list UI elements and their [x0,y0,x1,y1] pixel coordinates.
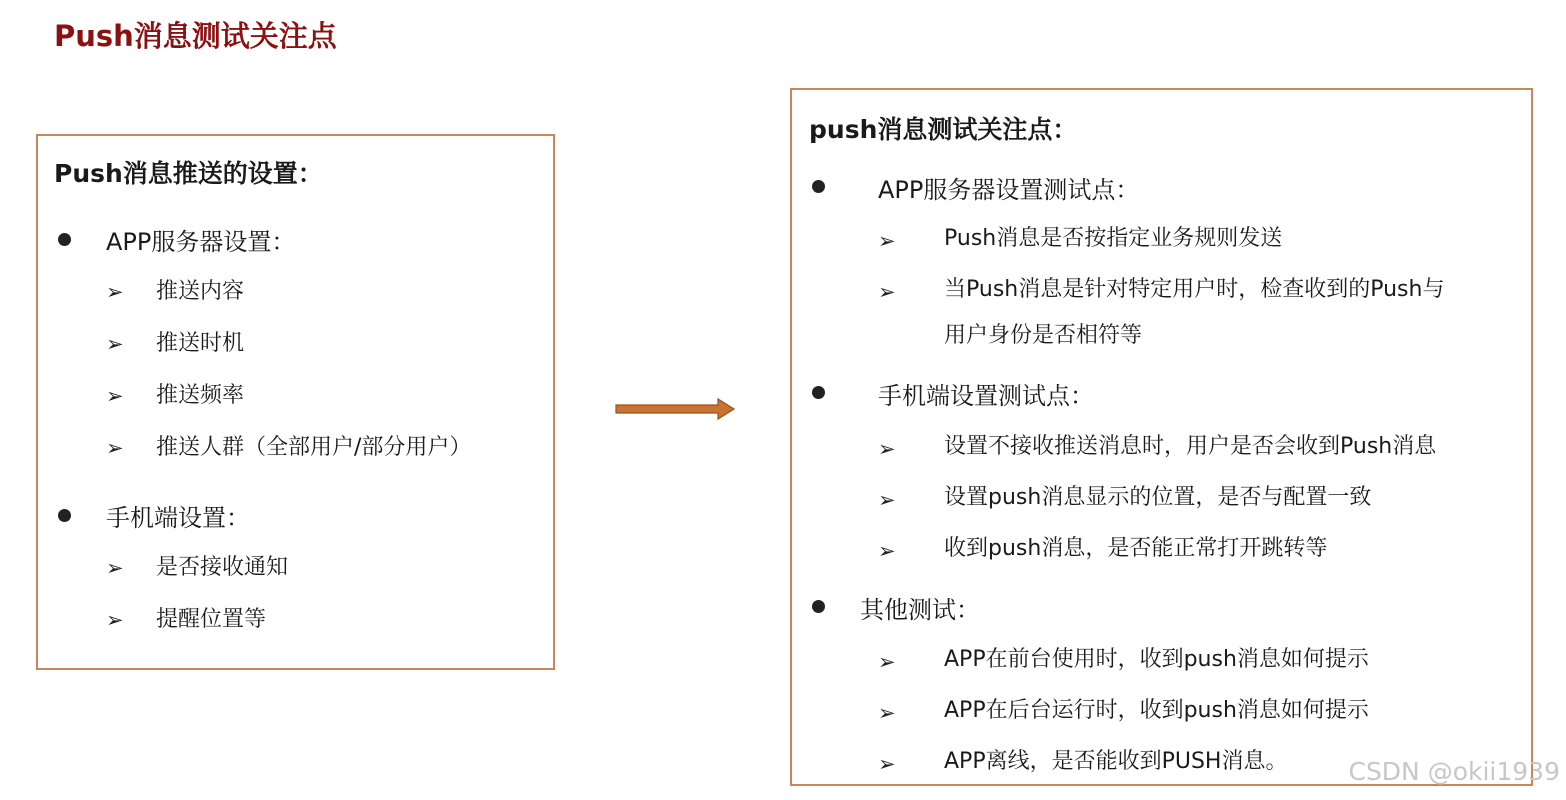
right-section-phone: 手机端设置测试点： [878,382,1094,410]
arrowhead-icon: ➢ [106,436,124,460]
arrowhead-icon: ➢ [878,437,896,461]
arrowhead-icon: ➢ [878,701,896,725]
right-box-heading: push消息测试关注点： [809,115,1078,144]
right-item-background: APP在后台运行时，收到push消息如何提示 [944,698,1369,723]
arrowhead-icon: ➢ [106,384,124,408]
arrowhead-icon: ➢ [106,556,124,580]
right-box [790,88,1533,786]
bullet-icon [812,180,825,193]
bullet-icon [812,600,825,613]
right-section-other: 其他测试： [860,596,980,624]
right-item-foreground: APP在前台使用时，收到push消息如何提示 [944,647,1369,672]
arrowhead-icon: ➢ [106,332,124,356]
right-arrow-icon [614,396,738,422]
arrowhead-icon: ➢ [878,752,896,776]
left-section-phone: 手机端设置： [106,504,250,532]
left-box [36,134,555,670]
arrowhead-icon: ➢ [878,280,896,304]
right-item-display-position: 设置push消息显示的位置，是否与配置一致 [944,485,1372,510]
right-section-server: APP服务器设置测试点： [878,176,1140,204]
arrowhead-icon: ➢ [878,539,896,563]
arrowhead-icon: ➢ [106,608,124,632]
left-section-server: APP服务器设置： [106,228,296,256]
watermark: CSDN @okii1939 [1348,757,1560,786]
right-item-disable-receive: 设置不接收推送消息时，用户是否会收到Push消息 [944,434,1437,459]
left-item-reminder-position: 提醒位置等 [156,607,267,632]
right-item-specific-user: 当Push消息是针对特定用户时，检查收到的Push与 [944,277,1445,302]
right-item-open-jump: 收到push消息，是否能正常打开跳转等 [944,536,1328,561]
arrowhead-icon: ➢ [878,229,896,253]
arrowhead-icon: ➢ [878,650,896,674]
bullet-icon [58,509,71,522]
right-item-rule-send: Push消息是否按指定业务规则发送 [944,226,1283,251]
left-item-receive-notice: 是否接收通知 [156,555,289,580]
left-item-frequency: 推送频率 [156,383,245,408]
bullet-icon [812,386,825,399]
arrowhead-icon: ➢ [106,280,124,304]
right-item-identity-match: 用户身份是否相符等 [944,323,1143,348]
left-item-timing: 推送时机 [156,331,245,356]
bullet-icon [58,233,71,246]
right-item-offline: APP离线，是否能收到PUSH消息。 [944,749,1288,774]
left-item-audience: 推送人群（全部用户/部分用户） [156,435,472,460]
arrowhead-icon: ➢ [878,488,896,512]
left-box-heading: Push消息推送的设置： [54,159,323,188]
page-title: Push消息测试关注点 [54,19,337,53]
left-item-content: 推送内容 [156,279,245,304]
